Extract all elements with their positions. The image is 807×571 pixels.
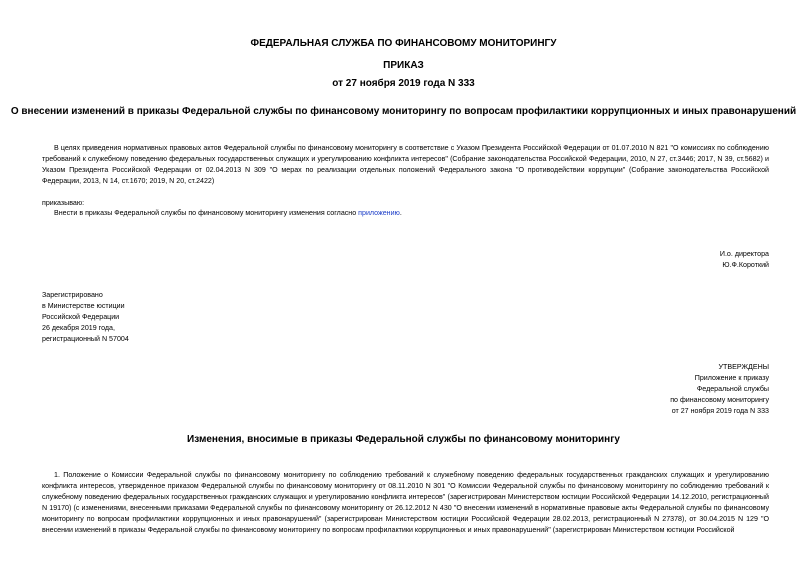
agency-name: ФЕДЕРАЛЬНАЯ СЛУЖБА ПО ФИНАНСОВОМУ МОНИТОРИНГУ: [250, 38, 557, 49]
approved-line: от 27 ноября 2019 года N 333: [671, 407, 769, 415]
preamble-text: В целях приведения нормативных правовых актов Федеральной службы по финансовому мониторингу в соответствие с Указом Президента Российской Федерации от 01.07.2010 N 821 "О комиссиях по соблюдению требований к служебному поведению федеральных государственных служащих и урегулированию конфликта интересов" (Собрание законодательства Российской Федерации, 2010, N 27, ст.3446; 2017, N 39, ст.5682) и Указом Президента Российской Федерации от 02.04.2013 N 309 "О мерах по реализации отдельных положений Федерального закона "О противодействии коррупции" (Собрание законодательства Российской Федерации, 2013, N 14, ст.1670; 2019, N 20, ст.2422): [42, 144, 769, 185]
approved-line: Федеральной службы: [696, 385, 769, 393]
item1-text: 1. Положение о Комиссии Федеральной службы по финансовому мониторингу по соблюдению требований к служебному поведению федеральных государственных гражданских служащих и урегулированию конфликта интересов, утвержденное приказом Федеральной службы по финансовому мониторингу от 08.11.2010 N 301 "О Комиссии Федеральной службы по финансовому мониторингу по соблюдению требований к служебному поведению федеральных государственных гражданских служащих и урегулированию конфликта интересов" (зарегистрирован Министерством юстиции Российской Федерации 14.12.2010, регистрационный N 19170) (с изменениями, внесенными приказами Федеральной службы по финансовому мониторингу от 26.12.2012 N 430 "О внесении изменений в нормативные правовые акты Федеральной службы по финансовому мониторингу по вопросам профилактики коррупционных и иных правонарушений" (зарегистрирован Министерством юстиции Российской Федерации 28.02.2013, регистрационный N 27378), от 30.04.2015 N 129 "О внесении изменений в приказы Федеральной службы по финансовому мониторингу по вопросам профилактики коррупционных и иных правонарушений" (зарегистрирован Министерством юстиции Российской: [42, 471, 769, 534]
item1-paragraph: [42, 470, 769, 536]
registration-line: 26 декабря 2019 года,: [42, 324, 115, 332]
approved-line: УТВЕРЖДЕНЫ: [718, 363, 769, 371]
appendix-link[interactable]: приложению: [358, 209, 400, 217]
order-word: приказываю:: [42, 199, 85, 207]
signature-name: Ю.Ф.Короткий: [722, 261, 769, 269]
changes-title: Изменения, вносимые в приказы Федеральной службы по финансовому мониторингу: [187, 434, 620, 445]
approved-line: по финансовому мониторингу: [670, 396, 769, 404]
order-date: от 27 ноября 2019 года N 333: [332, 78, 475, 89]
document-type: ПРИКАЗ: [383, 60, 424, 71]
registration-line: в Министерстве юстиции: [42, 302, 125, 310]
registration-line: Российской Федерации: [42, 313, 120, 321]
registration-line: регистрационный N 57004: [42, 335, 129, 343]
order-text: Внести в приказы Федеральной службы по финансовому мониторингу изменения согласно: [54, 209, 357, 217]
order-title: О внесении изменений в приказы Федеральной службы по финансовому мониторингу по вопросам профилактики коррупционных и иных правонарушений: [10, 106, 797, 117]
signature-position: И.о. директора: [719, 250, 769, 258]
registration-line: Зарегистрировано: [42, 291, 103, 299]
order-text-line: Внести в приказы Федеральной службы по финансовому мониторингу изменения согласно приложению.: [54, 209, 402, 217]
preamble-paragraph: [42, 143, 769, 187]
approved-line: Приложение к приказу: [694, 374, 769, 382]
